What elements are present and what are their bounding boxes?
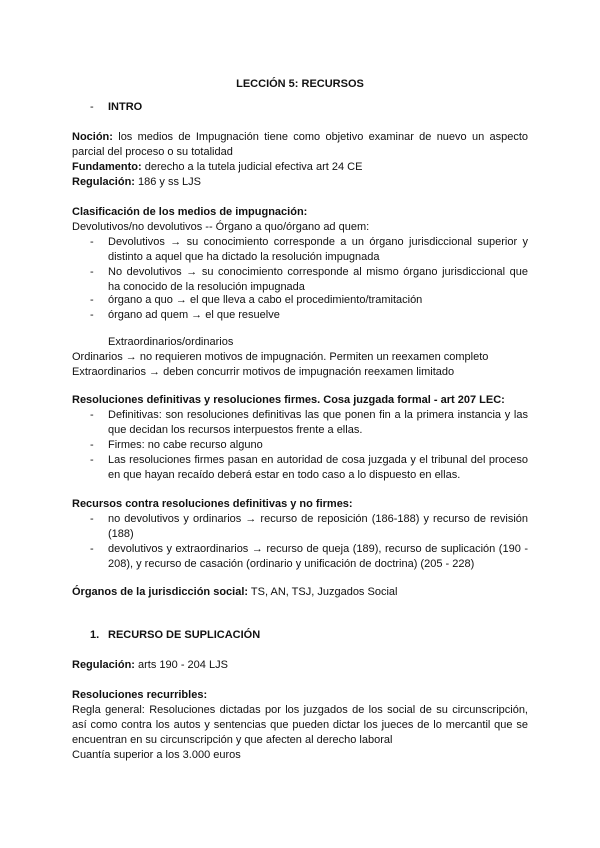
resoluciones-item: Definitivas: son resoluciones definitivas las que ponen fin a la primera instancia y las que decidan los recursos interpuestos frente a ellas. [108,409,528,436]
bullet-dash: - [90,513,94,525]
recursos-contra-heading: Recursos contra resoluciones definitivas y no firmes: [72,498,353,510]
bullet-dash: - [90,409,94,421]
organos-text: TS, AN, TSJ, Juzgados Social [250,586,398,598]
nocion-text: los medios de Impugnación tiene como objetivo examinar de nuevo un aspecto parcial del proceso o su totalidad [72,131,528,158]
nocion-label: Noción: [72,131,113,143]
recurribles-heading: Resoluciones recurribles: [72,689,208,701]
clasificacion-heading: Clasificación de los medios de impugnación: [72,206,308,218]
recursos-contra-item: devolutivos y extraordinarios → recurso de queja (189), recurso de suplicación (190 - 208), y recurso de casación (ordinario y unificación de doctrina) (205 - 228) [108,543,528,570]
document-title: LECCIÓN 5: RECURSOS [236,78,364,90]
bullet-dash: - [90,309,94,321]
section-regulacion [72,658,228,673]
bullet-dash: - [90,266,94,278]
section-regulacion-label: Regulación: [72,659,135,671]
clasificacion-item: órgano ad quem → el que resuelve [108,309,280,321]
fundamento-text: derecho a la tutela judicial efectiva art 24 CE [144,161,363,173]
bullet-dash: - [90,294,94,306]
nocion-paragraph [72,130,528,160]
clasificacion-item: Devolutivos → su conocimiento corresponde a un órgano jurisdiccional superior y distinto a aquel que ha dictado la resolución impugnada [108,236,528,263]
bullet-dash: - [90,454,94,466]
intro-heading: INTRO [108,101,143,113]
resoluciones-item: Firmes: no cabe recurso alguno [108,439,263,451]
section-heading: RECURSO DE SUPLICACIÓN [108,629,261,641]
bullet-dash: - [90,543,94,555]
bullet-dash: - [90,236,94,248]
organos-label: Órganos de la jurisdicción social: [72,586,249,598]
organos-paragraph [72,585,397,600]
clasificacion-subtitle: Devolutivos/no devolutivos -- Órgano a quo/órgano ad quem: [72,221,370,233]
regla-general-text: Regla general: Resoluciones dictadas por los juzgados de los social de su circunscripción, así como contra los autos y sentencias que pueden dictar los jueces de lo mercantil que se encuentran en su circunscripción y que afecten al derecho laboral [72,704,528,746]
regulacion-label: Regulación: [72,176,135,188]
section-number: 1. [90,629,100,641]
extraordinarios-subheading: Extraordinarios/ordinarios [108,336,234,348]
regulacion-paragraph [72,175,201,190]
ordinarios-text: Ordinarios → no requieren motivos de impugnación. Permiten un reexamen completo [72,351,489,363]
resoluciones-item: Las resoluciones firmes pasan en autoridad de cosa juzgada y el tribunal del proceso en que hayan recaído deberá estar en todo caso a lo dispuesto en ellas. [108,454,528,481]
recursos-contra-item: no devolutivos y ordinarios → recurso de reposición (186-188) y recurso de revisión (188) [108,513,528,540]
resoluciones-heading: Resoluciones definitivas y resoluciones firmes. Cosa juzgada formal - art 207 LEC: [72,394,505,406]
bullet-dash: - [90,101,94,113]
extraordinarios-text: Extraordinarios → deben concurrir motivos de impugnación reexamen limitado [72,366,455,378]
clasificacion-item: órgano a quo → el que lleva a cabo el procedimiento/tramitación [108,294,423,306]
fundamento-label: Fundamento: [72,161,142,173]
regulacion-text: 186 y ss LJS [138,176,201,188]
section-regulacion-text: arts 190 - 204 LJS [138,659,228,671]
cuantia-text: Cuantía superior a los 3.000 euros [72,749,241,761]
bullet-dash: - [90,439,94,451]
clasificacion-item: No devolutivos → su conocimiento corresponde al mismo órgano jurisdiccional que ha conocido de la resolución impugnada [108,266,528,293]
fundamento-paragraph [72,160,362,175]
